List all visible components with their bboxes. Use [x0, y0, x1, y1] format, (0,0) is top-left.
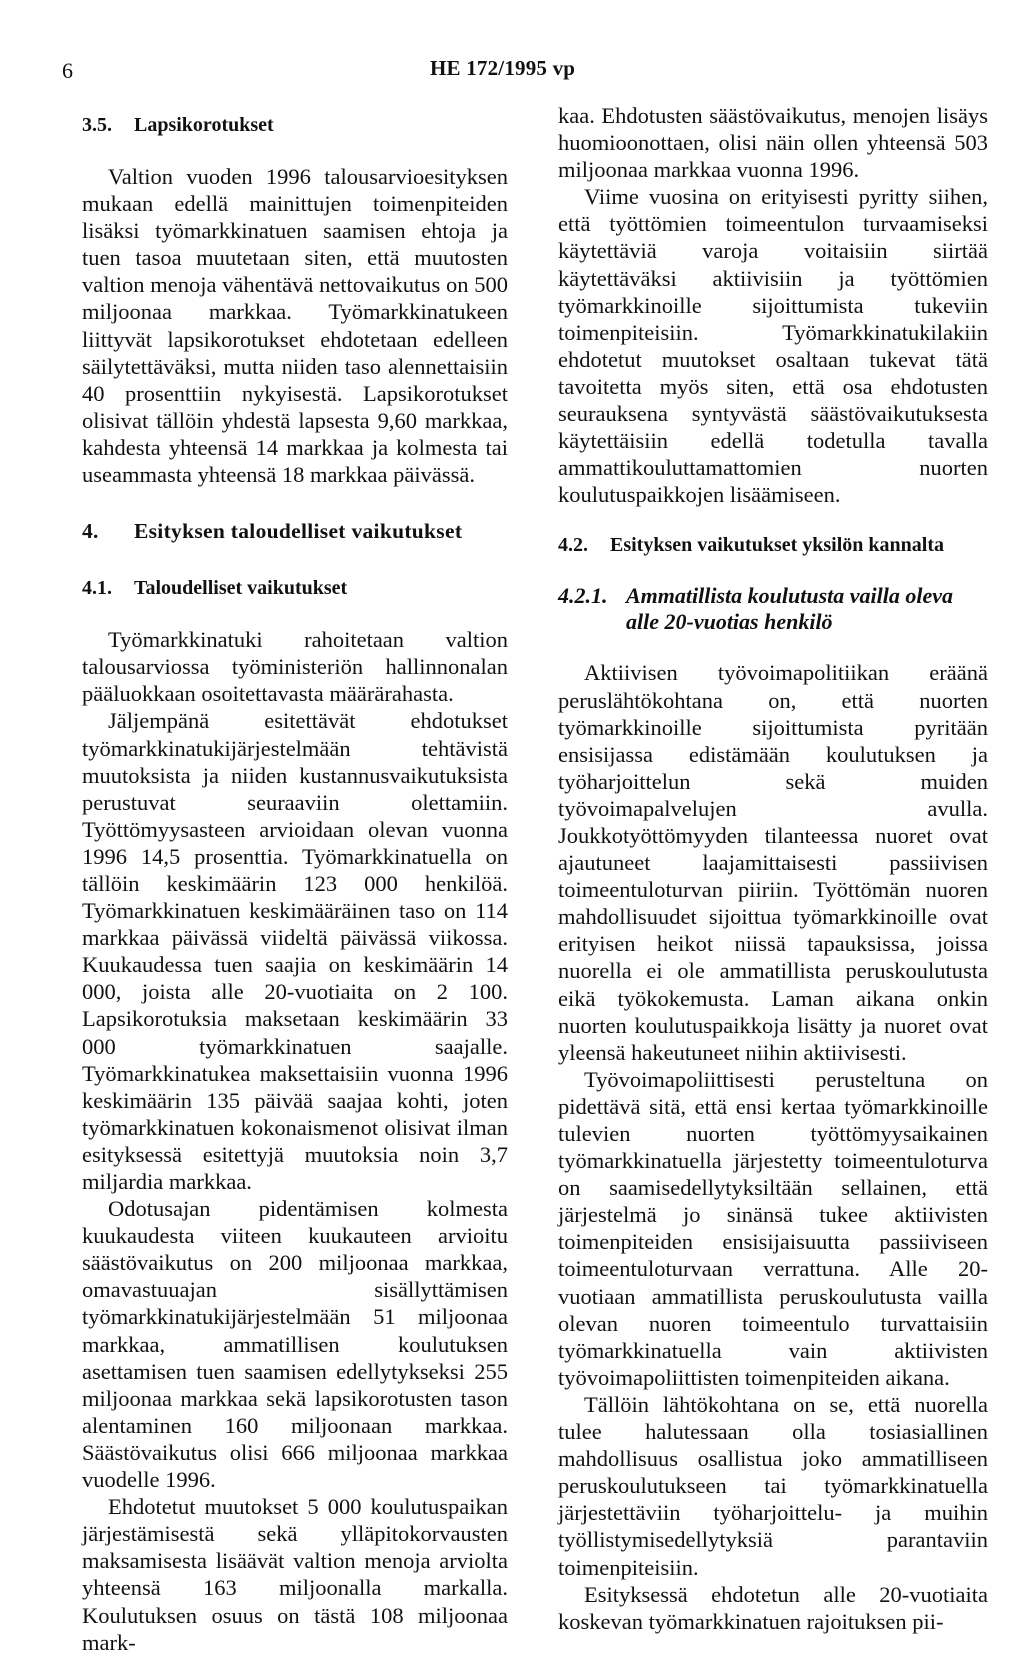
paragraph: Odotusajan pidentämisen kolmesta kuukaudesta viiteen kuukauteen arvioitu säästövaikutus on 200 miljoonaa markkaa, omavastuuajan sisällyttämisen työmarkkinatukijärjestelmään 51 miljoonaa markkaa, ammatillisen koulutuksen asettamisen tuen saamisen edellytykseksi 255 miljoonaa markkaa sekä lapsikorotusten tason alentaminen 160 miljoonaan markkaa. Säästövaikutus olisi 666 miljoonaa markkaa vuodelle 1996. [82, 1196, 508, 1493]
running-head: HE 172/1995 vp [430, 56, 576, 80]
paragraph: Tällöin lähtökohtana on se, että nuorella tulee halutessaan olla tosiasiallinen mahdollisuus osallistua joko ammatilliseen peruskoulutukseen tai työmarkkinatuella järjestettäviin työharjoittelu- ja muihin työllistymisedellytyksiä parantaviin toimenpiteisiin. [558, 1391, 988, 1580]
section-number: 4.2.1. [558, 583, 608, 609]
paragraph: Esityksessä ehdotetun alle 20-vuotiaita koskevan työmarkkinatuen rajoituksen pii- [558, 1581, 988, 1634]
left-column [82, 102, 508, 1656]
section-title: Esityksen taloudelliset vaikutukset [134, 519, 463, 544]
section-heading-4 [82, 518, 508, 545]
paragraph: Työmarkkinatuki rahoitetaan valtion talousarviossa työministeriön hallinnonalan pääluokkaan osoitettavasta määrärahasta. [82, 627, 508, 707]
section-heading-4-1 [82, 575, 508, 602]
page-number: 6 [62, 58, 73, 83]
paragraph: kaa. Ehdotusten säästövaikutus, menojen lisäys huomioonottaen, olisi näin ollen yhteensä 503 miljoonaa markkaa vuonna 1996. [558, 103, 988, 183]
section-title-line-1: Ammatillista koulutusta vailla oleva [626, 583, 953, 609]
section-heading-3-5 [82, 112, 508, 139]
paragraph: Ehdotetut muutokset 5 000 koulutuspaikan järjestämisestä sekä ylläpitokorvausten maksamisesta lisäävät valtion menoja arviolta yhteensä 163 miljoonalla markalla. Koulutuksen osuus on tästä 108 miljoonaa mark- [82, 1494, 508, 1655]
section-title: Esityksen vaikutukset yksilön kannalta [610, 534, 945, 557]
paragraph: Työvoimapoliittisesti perusteltuna on pidettävä sitä, että ensi kertaa työmarkkinoille tulevien nuorten työttömyysaikainen työmarkkinatuella järjestetty toimeentuloturva on saamisedellytyksiltään sellainen, että järjestelmä jo sinänsä tukee aktiivisten toimenpiteiden ensisijaisuutta passiiviseen toimeentuloturvaan verrattuna. Alle 20-vuotiaan ammatillista peruskoulutusta vailla olevan nuoren toimeentulo turvattaisiin työmarkkinatuella vain aktiivisten työvoimapoliittisten toimenpiteiden aikana. [558, 1066, 988, 1390]
section-heading-4-2-1 [558, 583, 988, 635]
paragraph: Viime vuosina on erityisesti pyritty siihen, että työttömien toimeentulon turvaamiseksi käytettäviä varoja voitaisiin siirtää käytettäväksi aktiivisiin ja työttömien työmarkkinoille sijoittumista tukeviin toimenpiteisiin. Työmarkkinatukilakiin ehdotetut muutokset osaltaan tukevat tätä tavoitetta myös siten, että osa ehdotusten seurauksena syntyvästä säästövaikutuksesta käytettäisiin edellä todetulla tavalla ammattikouluttamattomien nuorten koulutuspaikkojen lisäämiseen. [558, 184, 988, 508]
section-number: 4. [82, 519, 99, 544]
section-number: 3.5. [82, 114, 112, 136]
section-title: Taloudelliset vaikutukset [134, 577, 348, 600]
right-column [558, 102, 988, 1635]
paragraph: Aktiivisen työvoimapolitiikan eräänä peruslähtökohtana on, että nuorten työmarkkinoille sijoittumista pyritään ensisijassa edistämään koulutuksen ja työharjoittelun sekä muiden työvoimapalvelujen avulla. Joukkotyöttömyyden tilanteessa nuoret ovat ajautuneet laajamittaisesti passiivisen toimeentuloturvan piiriin. Työttömän nuoren mahdollisuudet sijoittua työmarkkinoille ovat erityisen heikot niissä tapauksissa, joissa nuorella ei ole ammatillista peruskoulutusta eikä työkokemusta. Laman aikana onkin nuorten koulutuspaikkoja lisätty ja nuoret ovat yleensä hakeutuneet niihin aktiivisesti. [558, 660, 988, 1065]
section-number: 4.1. [82, 577, 112, 600]
paragraph: Jäljempänä esitettävät ehdotukset työmarkkinatukijärjestelmään tehtävistä muutoksista ja niiden kustannusvaikutuksista perustuvat seuraaviin olettamiin. Työttömyysasteen arvioidaan olevan vuonna 1996 14,5 prosenttia. Työmarkkinatuella on tällöin keskimäärin 123 000 henkilöä. Työmarkkinatuen keskimääräinen taso on 114 markkaa päivässä viideltä päivässä viikossa. Kuukaudessa tuen saajia on keskimäärin 14 000, joista alle 20-vuotiaita on 2 100. Lapsikorotuksia maksetaan keskimäärin 33 000 työmarkkinatuen saajalle. Työmarkkinatukea maksettaisiin vuonna 1996 keskimäärin 135 päivää saajaa kohti, joten työmarkkinatuen kokonaismenot olisivat ilman esityksessä esitettyjä muutoksia noin 3,7 miljardia markkaa. [82, 708, 508, 1194]
section-heading-4-2 [558, 532, 988, 559]
section-title-line-2: alle 20-vuotias henkilö [626, 609, 833, 635]
section-title: Lapsikorotukset [134, 114, 274, 136]
paragraph: Valtion vuoden 1996 talousarvioesityksen mukaan edellä mainittujen toimenpiteiden lisäksi työmarkkinatuen saamisen ehtoja ja tuen tasoa muutetaan siten, että muutosten valtion menoja vähentävä nettovaikutus on 500 miljoonaa markkaa. Työmarkkinatukeen liittyvät lapsikorotukset ehdotetaan edelleen säilytettäväksi, mutta niiden taso alennettaisiin 40 prosenttiin nykyisestä. Lapsikorotukset olisivat tällöin yhdestä lapsesta 9,60 markkaa, kahdesta yhteensä 14 markkaa ja kolmesta tai useammasta yhteensä 18 markkaa päivässä. [82, 164, 508, 488]
section-number: 4.2. [558, 534, 588, 557]
